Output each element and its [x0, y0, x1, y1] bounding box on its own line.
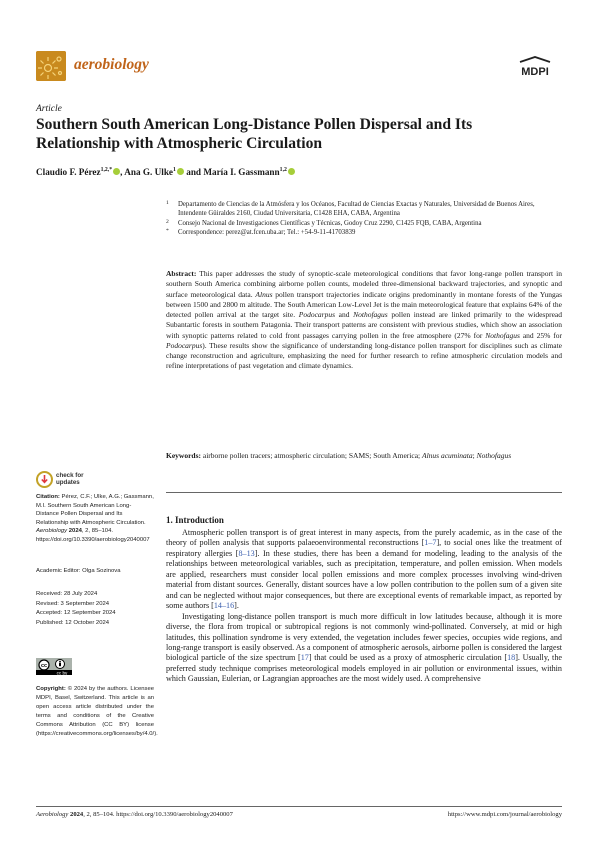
- text-run: ].: [234, 601, 239, 611]
- text-run: ]. Usually, the preferred study technique comprises meteorological models employed in air pollution or environmental issues, within which Gaussian, Eulerian, or Lagrangian approaches are the most widely used. A comprehensive: [166, 653, 562, 684]
- keywords-label: Keywords:: [166, 451, 201, 460]
- italic-term: Nothofagus: [485, 330, 520, 340]
- text-run: ). These results show the significance of understanding long-distance pollen transport for disciplines such as climate change reconstruction and agriculture, emphasizing the need for further research to refine atmospheric circulation models and refine interpretations of past vegetation and climate dynamics.: [166, 340, 562, 371]
- reference-link[interactable]: 18: [507, 653, 516, 663]
- abstract: [166, 269, 562, 372]
- journal-logo: [36, 51, 66, 81]
- correspondence: [166, 228, 562, 237]
- citation-label: Citation:: [36, 494, 60, 500]
- copyright-label: Copyright:: [36, 686, 66, 692]
- text-run: ]. In these studies, there has been a demand for modeling, leading to the analysis of the relationships between meteorological variables, such as precipitation, temperature, and pollen emission. When models are applied, researchers must consider local pollen emissions and more complex processes involving wind-driven material from distant sources. Generally, distant sources have a low pollen contribution to the pollen sum of a given site and can be neglected without major consequences, but there are exceptional events of remarkable impact, as reported by some authors [: [166, 548, 562, 611]
- italic-term: Nothofagus: [476, 451, 512, 460]
- text-run: Investigating long-distance pollen transport is much more difficult in low latitudes because, although it is more diverse, the flora from tropical or subtropical regions is not commonly wind-pollinated. Conversely, at mid or high latitudes, this pollination syndrome is very extended, the vegetation includes fewer species, occupies wide regions, and long-range transport is easily observed. As a component of atmospheric aerosols, airborne pollen is considered the largest biological particle of the size spectrum [: [166, 611, 562, 663]
- text-run: and: [334, 310, 354, 319]
- footer-journal: Aerobiology: [36, 811, 69, 818]
- keywords: [166, 451, 562, 461]
- paragraph: [166, 612, 562, 685]
- date-received: Received: 28 July 2024: [36, 591, 98, 597]
- date-revised: Revised: 3 September 2024: [36, 600, 110, 607]
- text-run: ] that could be used as a proxy of atmospheric circulation [: [308, 653, 508, 663]
- footer-rest: , 2, 85–104. https://doi.org/10.3390/aerobiology2040007: [83, 811, 233, 818]
- reference-link[interactable]: 1–7: [424, 538, 437, 548]
- author-affil-mark: 1: [173, 167, 176, 173]
- affiliation-item: [166, 200, 562, 219]
- affiliation-text: Consejo Nacional de Investigaciones Científicas y Técnicas, Godoy Cruz 2290, C1425 FQB, CABA, Argentina: [178, 219, 482, 227]
- affiliation-text: Departamento de Ciencias de la Atmósfera y los Océanos, Facultad de Ciencias Exactas y Naturales, Universidad de Buenos Aires, Intendente Güiraldes 2160, Ciudad Universitaria, C1428 EHA, CABA, Argentina: [178, 201, 535, 218]
- italic-term: Alnus: [255, 289, 273, 299]
- author-affil-mark: 1,2,*: [100, 167, 113, 173]
- check-updates-icon: [36, 471, 53, 488]
- text-run: ;: [472, 451, 477, 460]
- paragraph: [166, 528, 562, 612]
- affiliations: [166, 200, 562, 237]
- citation-block: [36, 493, 154, 544]
- affiliation-mark: 2: [166, 218, 169, 225]
- citation-journal: Aerobiology: [36, 528, 68, 534]
- mdpi-logo[interactable]: [512, 56, 558, 80]
- author-name: Ana G. Ulke: [124, 167, 174, 178]
- academic-editor: Academic Editor: Olga Sozinova: [36, 568, 121, 574]
- date-accepted: Accepted: 12 September 2024: [36, 610, 116, 617]
- check-updates-label: check for updates: [56, 472, 84, 487]
- section-heading: 1. Introduction: [166, 515, 224, 525]
- text-run: ], to social ones like the treatment of respiratory allergies [: [166, 538, 562, 558]
- affiliation-item: [166, 219, 562, 228]
- paper-title: Southern South American Long-Distance Pollen Dispersal and Its Relationship with Atmospheric Circulation: [36, 116, 473, 152]
- cc-by-license-icon[interactable]: [36, 658, 72, 675]
- orcid-icon[interactable]: [177, 168, 184, 175]
- abstract-label: Abstract:: [166, 269, 197, 278]
- body-text: [166, 528, 562, 685]
- citation-year: 2024: [68, 528, 82, 534]
- date-published: Published: 12 October 2024: [36, 619, 110, 626]
- citation-rest: , 2, 85–104. https://doi.org/10.3390/aerobiology2040007: [36, 528, 150, 543]
- text-run: This paper addresses the study of synoptic-scale meteorological conditions that favor long-range pollen transport in southern South America combining airborne pollen counts, modeled three-dimensional backward trajectories, and synoptic and surface meteorological data.: [166, 269, 562, 299]
- copyright-block: [36, 685, 158, 740]
- orcid-icon[interactable]: [288, 168, 295, 175]
- article-type: Article: [36, 104, 62, 114]
- reference-link[interactable]: 17: [300, 653, 309, 663]
- italic-term: Podocarpus: [166, 340, 203, 350]
- text-run: Atmospheric pollen transport is of great interest in many aspects, from the purely academic, as in the case of the theory of pollen analysis that supports palaeoenvironmental reconstructions [: [166, 528, 562, 548]
- text-run: pollen instead are linked primarily to the widespread Subantartic forests in southern Patagonia. Their transport patterns are consistent with previous studies, which show an association with synoptic patterns related to cold front passages carrying pollen in the free atmosphere (27% for: [166, 310, 562, 340]
- reference-link[interactable]: 14–16: [213, 601, 235, 611]
- footer-journal-url[interactable]: https://www.mdpi.com/journal/aerobiology: [447, 811, 562, 818]
- author-list: [36, 167, 556, 177]
- italic-term: Nothofagus: [353, 310, 388, 319]
- footer-year: 2024: [70, 811, 84, 818]
- journal-name[interactable]: aerobiology: [74, 56, 149, 73]
- keywords-text: [201, 451, 511, 460]
- footer-citation: [36, 811, 233, 818]
- dates-block: [36, 590, 154, 628]
- author-name: María I. Gassmann: [203, 167, 280, 178]
- author-and: and: [183, 167, 204, 178]
- divider: [166, 492, 562, 493]
- text-run: airborne pollen tracers; atmospheric circulation; SAMS; South America;: [201, 451, 422, 460]
- affiliation-mark: *: [166, 227, 169, 234]
- mdpi-logo-text: MDPI: [521, 66, 549, 78]
- copyright-text: © 2024 by the authors. Licensee MDPI, Basel, Switzerland. This article is an open access article distributed under the terms and conditions of the Creative Commons Attribution (CC BY) license (https://creativecommons.org/licenses/by/4.0/).: [36, 686, 158, 738]
- affiliation-text: Correspondence: perez@at.fcen.uba.ar; Tel.: +54-9-11-41703839: [178, 228, 356, 236]
- text-run: pollen transport trajectories indicate origins predominantly in montane forests of the Yungas between 1500 and 2800 m altitude. The South American Low-Level Jet is the main meteorological feature that explains 64% of the detected pollen arrival at the target site.: [166, 289, 563, 319]
- author-affil-mark: 1,2: [279, 167, 287, 173]
- citation-text: Pérez, C.F.; Ulke, A.G.; Gassmann, M.I. Southern South American Long-Distance Pollen Dispersal and Its Relationship with Atmospheric Circulation.: [36, 494, 154, 526]
- footer-divider: [36, 806, 562, 807]
- check-for-updates-button[interactable]: [36, 470, 84, 488]
- italic-term: Alnus acuminata: [422, 451, 473, 460]
- svg-text:cc: cc: [40, 663, 48, 669]
- italic-term: Podocarpus: [298, 310, 335, 319]
- text-run: and 25% for: [519, 330, 563, 340]
- affiliation-mark: 1: [166, 200, 169, 206]
- reference-link[interactable]: 8–13: [238, 548, 255, 558]
- abstract-text: [166, 269, 562, 370]
- author-name: Claudio F. Pérez: [36, 167, 101, 178]
- author-separator: ,: [120, 167, 125, 178]
- cc-badge-text: cc by: [56, 670, 68, 675]
